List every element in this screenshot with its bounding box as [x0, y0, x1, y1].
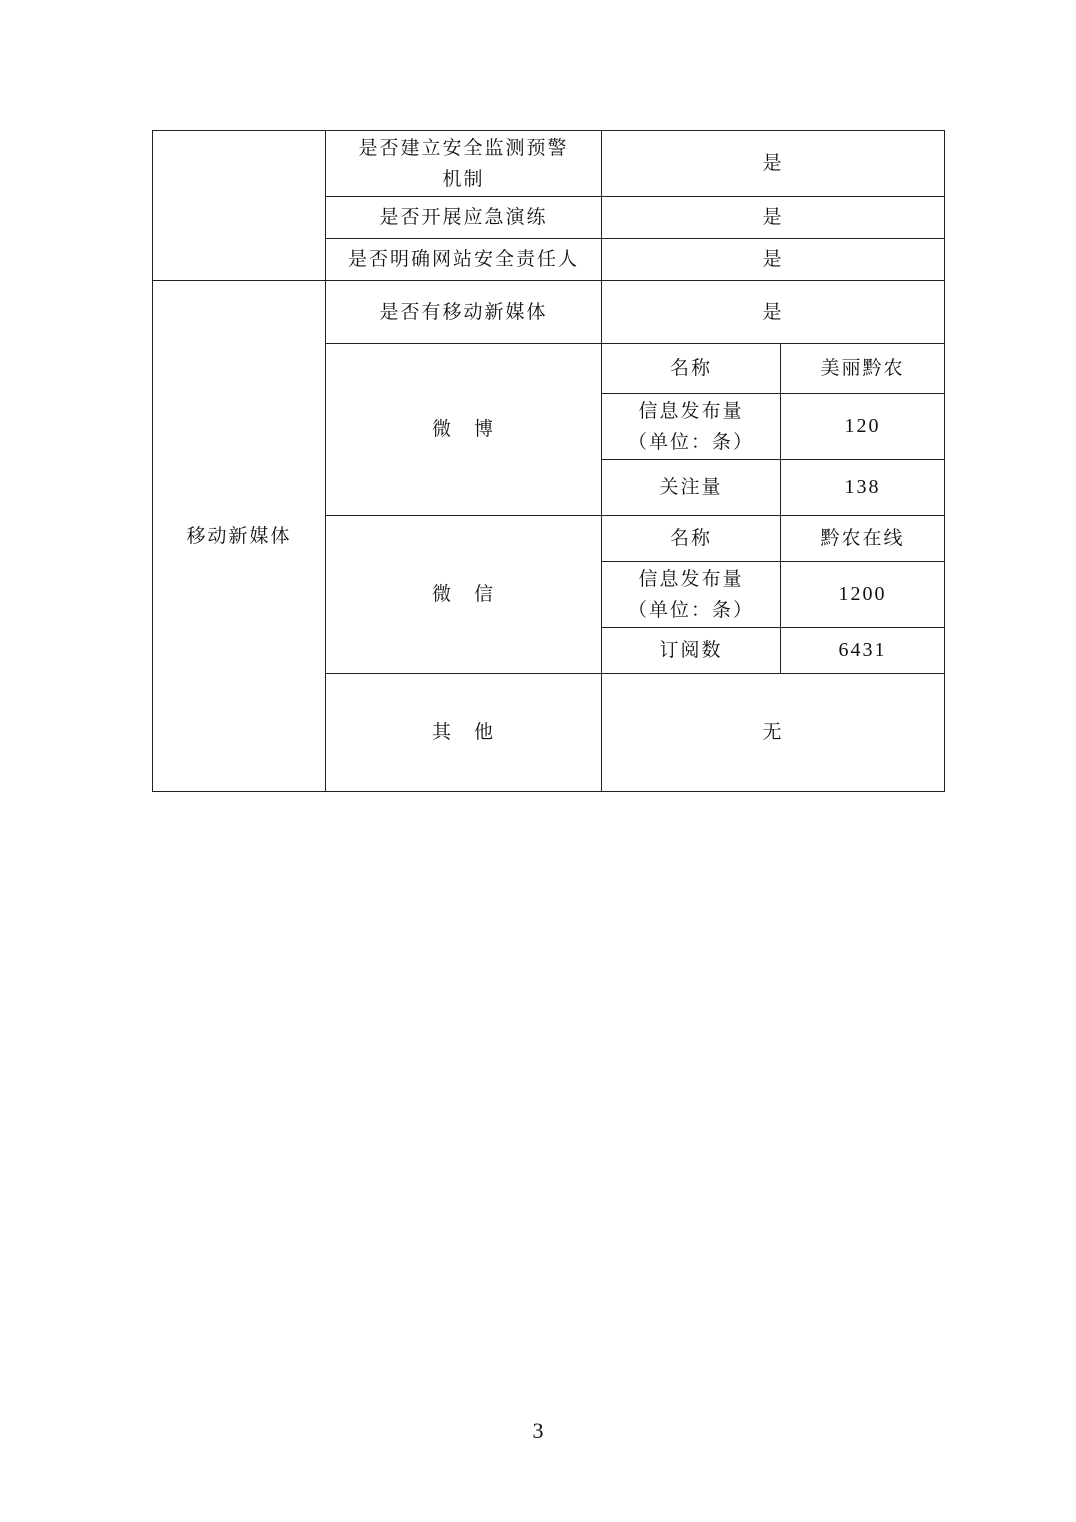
weibo-posts-label-line1: 信息发布量: [638, 399, 744, 422]
other-label: 其 他: [326, 674, 602, 792]
weibo-posts-label-cell: [602, 394, 781, 460]
wechat-subscribers-label: 订阅数: [602, 628, 781, 674]
weibo-name-value: 美丽黔农: [781, 344, 945, 394]
wechat-posts-label-line1: 信息发布量: [638, 567, 744, 590]
other-value: 无: [602, 674, 945, 792]
mobile-section-label: 移动新媒体: [153, 281, 326, 792]
weibo-posts-label-line2: （单位：条）: [627, 430, 754, 453]
weibo-name-label: 名称: [602, 344, 781, 394]
table-row: [153, 281, 945, 344]
responsible-label: 是否明确网站安全责任人: [326, 239, 602, 281]
weibo-followers-label: 关注量: [602, 460, 781, 516]
wechat-posts-label-cell: [602, 562, 781, 628]
monitoring-value: 是: [602, 131, 945, 197]
responsible-value: 是: [602, 239, 945, 281]
monitoring-label-line2: 机制: [442, 167, 485, 190]
wechat-name-value: 黔农在线: [781, 516, 945, 562]
monitoring-label-line1: 是否建立安全监测预警: [358, 136, 569, 159]
drill-value: 是: [602, 197, 945, 239]
wechat-posts-value: 1200: [781, 562, 945, 628]
wechat-posts-label-line2: （单位：条）: [627, 598, 754, 621]
weibo-posts-value: 120: [781, 394, 945, 460]
drill-label: 是否开展应急演练: [326, 197, 602, 239]
wechat-subscribers-value: 6431: [781, 628, 945, 674]
table-row: [153, 131, 945, 197]
weibo-followers-value: 138: [781, 460, 945, 516]
has-mobile-label: 是否有移动新媒体: [326, 281, 602, 344]
page-number: 3: [532, 1418, 544, 1443]
weibo-label: 微 博: [326, 344, 602, 516]
has-mobile-value: 是: [602, 281, 945, 344]
wechat-name-label: 名称: [602, 516, 781, 562]
wechat-label: 微 信: [326, 516, 602, 674]
monitoring-label-cell: [326, 131, 602, 197]
report-table: [152, 130, 945, 792]
empty-category-cell: [153, 131, 326, 281]
